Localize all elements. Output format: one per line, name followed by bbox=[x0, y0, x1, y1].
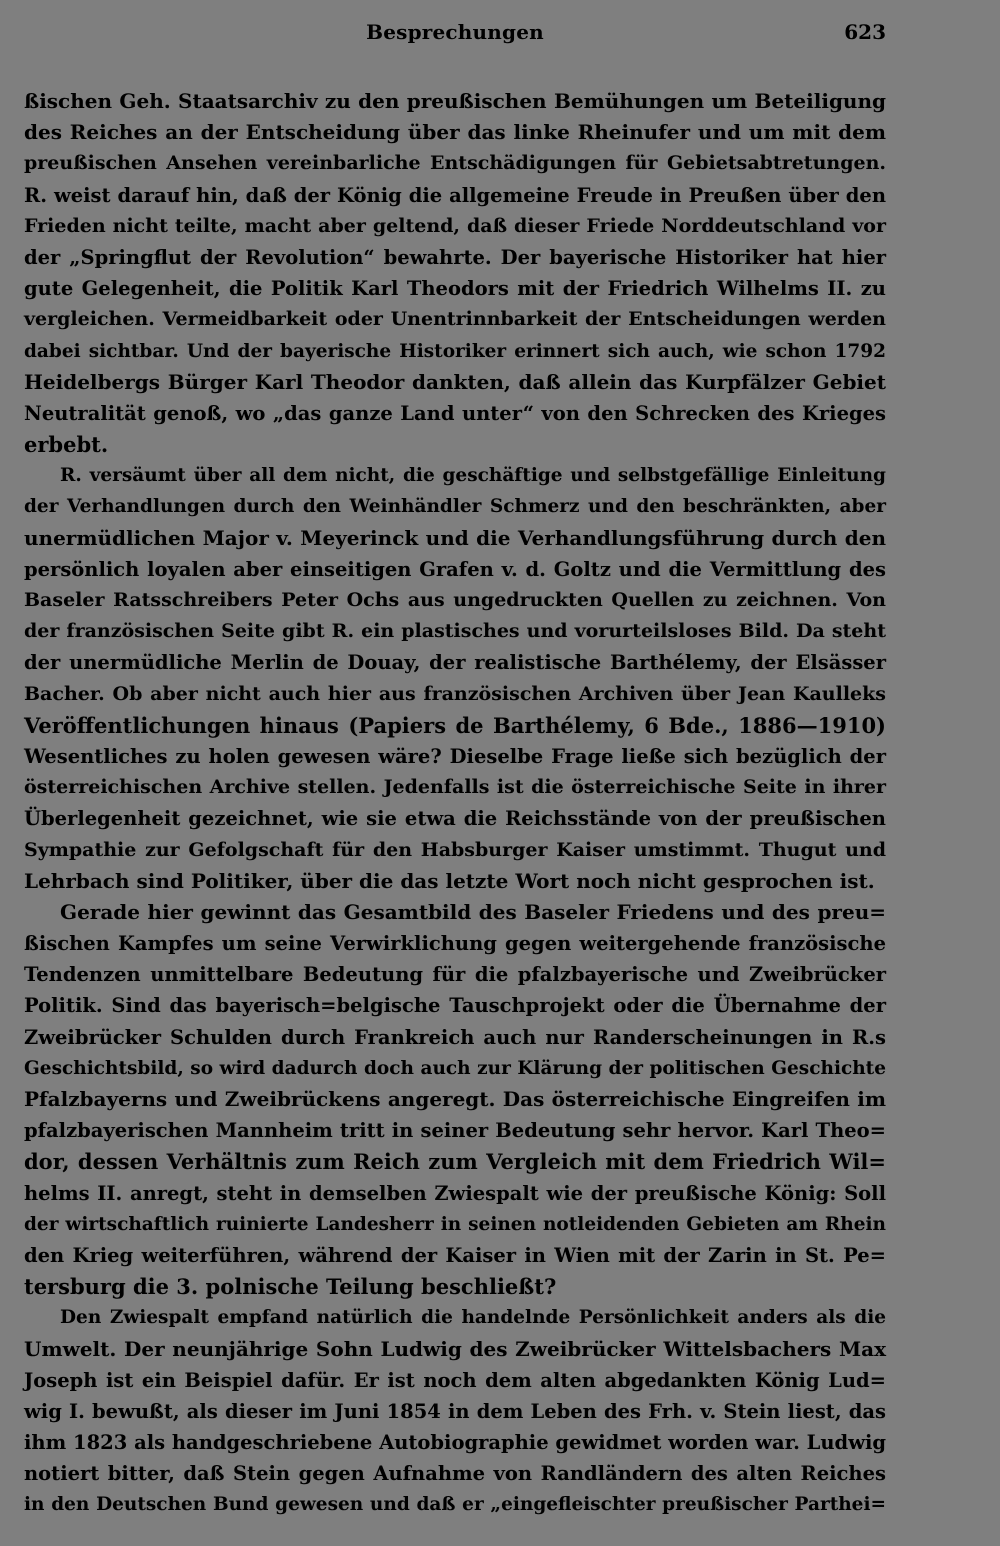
text-line: Frieden nicht teilte, macht aber geltend, daß dieser Friede Norddeutschland vor bbox=[24, 214, 886, 237]
text-line: Neutralität genoß, wo „das ganze Land unter“ von den Schrecken des Krieges bbox=[24, 401, 886, 425]
text-line: österreichischen Archive stellen. Jedenfalls ist die österreichische Seite in ihrer bbox=[24, 776, 886, 799]
text-line: preußischen Ansehen vereinbarliche Entschädigungen für Gebietsabtretungen. bbox=[24, 152, 886, 175]
text-line: der „Springflut der Revolution“ bewahrte. Der bayerische Historiker hat hier bbox=[24, 245, 886, 269]
text-line: der wirtschaftlich ruinierte Landesherr in seinen notleidenden Gebieten am Rhein bbox=[24, 1213, 886, 1235]
page-header bbox=[24, 20, 886, 54]
text-line: Sympathie zur Gefolgschaft für den Habsburger Kaiser umstimmt. Thugut und bbox=[24, 838, 886, 861]
text-line: Heidelbergs Bürger Karl Theodor dankten, daß allein das Kurpfälzer Gebiet bbox=[24, 369, 886, 394]
text-line: Joseph ist ein Beispiel dafür. Er ist noch dem alten abgedankten König Lud= bbox=[24, 1368, 886, 1392]
text-line: gute Gelegenheit, die Politik Karl Theodors mit der Friedrich Wilhelms II. zu bbox=[24, 277, 886, 301]
text-line: Baseler Ratsschreibers Peter Ochs aus ungedruckten Quellen zu zeichnen. Von bbox=[24, 589, 886, 611]
text-line: Den Zwiespalt empfand natürlich die handelnde Persönlichkeit anders als die bbox=[60, 1307, 886, 1329]
text-line: dabei sichtbar. Und der bayerische Historiker erinnert sich auch, wie schon 1792 bbox=[24, 340, 886, 362]
text-line: notiert bitter, daß Stein gegen Aufnahme von Randländern des alten Reiches bbox=[24, 1462, 886, 1486]
text-line: helms II. anregt, steht in demselben Zwiespalt wie der preußische König: Soll bbox=[24, 1181, 886, 1205]
text-line: vergleichen. Vermeidbarkeit oder Unentrinnbarkeit der Entscheidungen werden bbox=[24, 308, 886, 331]
text-line: Gerade hier gewinnt das Gesamtbild des Baseler Friedens und des preu= bbox=[60, 899, 886, 924]
text-line: Bacher. Ob aber nicht auch hier aus französischen Archiven über Jean Kaulleks bbox=[24, 682, 886, 705]
text-line: Pfalzbayerns und Zweibrückens angeregt. Das österreichische Eingreifen im bbox=[24, 1087, 886, 1111]
text-line: pfalzbayerischen Mannheim tritt in seiner Bedeutung sehr hervor. Karl Theo= bbox=[24, 1119, 886, 1143]
text-line: der Verhandlungen durch den Weinhändler Schmerz und den beschränkten, aber bbox=[24, 496, 886, 518]
text-line: dor, dessen Verhältnis zum Reich zum Vergleich mit dem Friedrich Wil= bbox=[24, 1149, 886, 1175]
text-line: den Krieg weiterführen, während der Kaiser in Wien mit der Zarin in St. Pe= bbox=[24, 1243, 886, 1267]
text-line: erbebt. bbox=[24, 432, 109, 458]
text-line: Zweibrücker Schulden durch Frankreich auch nur Randerscheinungen in R.s bbox=[24, 1025, 886, 1049]
text-line: Politik. Sind das bayerisch=belgische Tauschprojekt oder die Übernahme der bbox=[24, 994, 886, 1018]
text-line: Tendenzen unmittelbare Bedeutung für die pfalzbayerische und Zweibrücker bbox=[24, 963, 886, 987]
text-line: persönlich loyalen aber einseitigen Grafen v. d. Goltz und die Vermittlung des bbox=[24, 557, 886, 581]
text-line: ßischen Geh. Staatsarchiv zu den preußischen Bemühungen um Beteiligung bbox=[24, 89, 886, 113]
text-line: Lehrbach sind Politiker, über die das letzte Wort noch nicht gesprochen ist. bbox=[24, 868, 875, 893]
text-line: der französischen Seite gibt R. ein plastisches und vorurteilsloses Bild. Da steht bbox=[24, 620, 886, 643]
text-line: R. weist darauf hin, daß der König die allgemeine Freude in Preußen über den bbox=[24, 183, 886, 207]
text-line: ßischen Kampfes um seine Verwirklichung gegen weitergehende französische bbox=[24, 932, 886, 956]
text-line: der unermüdliche Merlin de Douay, der realistische Barthélemy, der Elsässer bbox=[24, 651, 886, 675]
text-line: tersburg die 3. polnische Teilung beschließt? bbox=[24, 1274, 557, 1300]
text-line: des Reiches an der Entscheidung über das linke Rheinufer und um mit dem bbox=[24, 120, 886, 145]
text-line: wig I. bewußt, als dieser im Juni 1854 in dem Leben des Frh. v. Stein liest, das bbox=[24, 1399, 886, 1423]
text-line: in den Deutschen Bund gewesen und daß er „eingefleischter preußischer Parthei= bbox=[24, 1494, 886, 1516]
text-line: Veröffentlichungen hinaus (Papiers de Barthélemy, 6 Bde., 1886—1910) bbox=[24, 712, 886, 738]
body-text bbox=[24, 86, 886, 1521]
text-line: ihm 1823 als handgeschriebene Autobiographie gewidmet worden war. Ludwig bbox=[24, 1431, 887, 1455]
text-line: Umwelt. Der neunjährige Sohn Ludwig des Zweibrücker Wittelsbachers Max bbox=[24, 1336, 886, 1361]
text-line: Geschichtsbild, so wird dadurch doch auch zur Klärung der politischen Geschichte bbox=[24, 1057, 886, 1079]
text-line: Wesentliches zu holen gewesen wäre? Dieselbe Frage ließe sich bezüglich der bbox=[24, 744, 886, 768]
text-line: R. versäumt über all dem nicht, die geschäftige und selbstgefällige Einleitung bbox=[60, 465, 886, 487]
text-line: unermüdlichen Major v. Meyerinck und die Verhandlungsführung durch den bbox=[24, 525, 886, 550]
text-line: Überlegenheit gezeichnet, wie sie etwa die Reichsstände von der preußischen bbox=[24, 807, 886, 831]
page-number: 623 bbox=[844, 20, 886, 44]
running-head: Besprechungen bbox=[366, 20, 544, 44]
